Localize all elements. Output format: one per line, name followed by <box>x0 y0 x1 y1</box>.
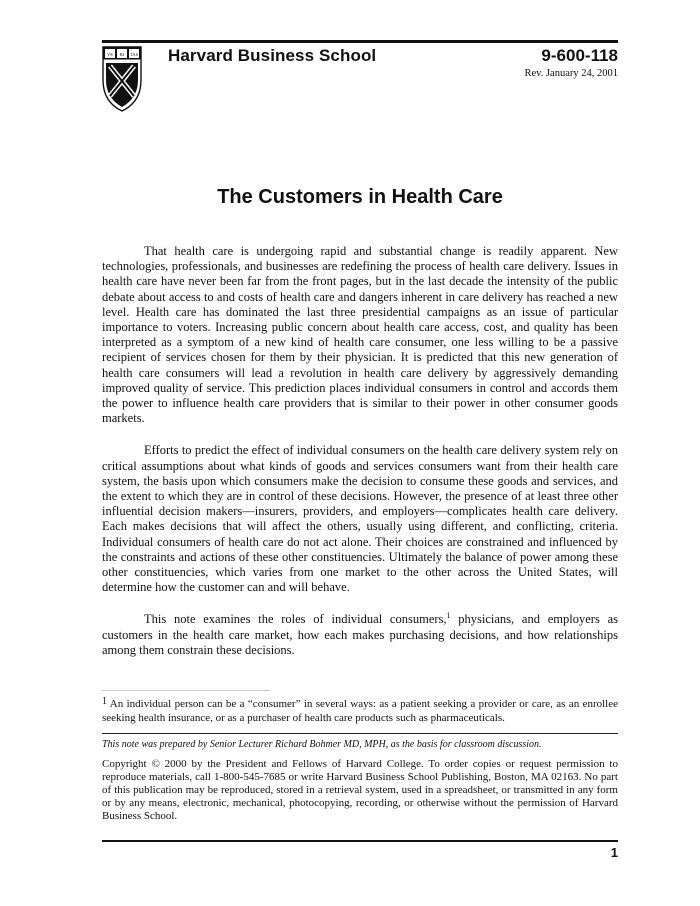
footnote-rule <box>102 690 270 691</box>
paragraph-1: That health care is undergoing rapid and substantial change is readily apparent. New technologies, professionals, and businesses are redefining the process of health care delivery. Issues in health care have never been far from the front pages, but in the last decade the intensity of the public debate about access to and costs of health care and dangers inherent in care delivery has reached a new level. Health care has dominated the last three presidential campaigns as an issue of particular importance to voters. Increasing public concern about health care access, cost, and quality has been interpreted as a symptom of a new kind of health care consumer, one less willing to be a passive recipient of services chosen for them by their physician. It is predicted that this new generation of health care consumers will lead a revolution in health care delivery by aggressively demanding improved quality of service. This prediction places individual consumers in control and accords them the power to influence health care providers that is similar to their power in other consumer goods markets. <box>102 244 618 426</box>
svg-text:VE: VE <box>106 52 114 58</box>
paragraph-3-text-after: physicians, and employers as customers in the health care market, how each makes purchasing decisions, and how relationships among them constrain these decisions. <box>102 612 618 657</box>
note-rule <box>102 733 618 734</box>
paragraph-3 <box>102 612 618 658</box>
document-title: The Customers in Health Care <box>217 186 503 208</box>
footnote-number: 1 <box>102 696 107 707</box>
paragraph-2: Efforts to predict the effect of individual consumers on the health care delivery system rely on critical assumptions about what kinds of goods and services consumers want from their health care system, the basis upon which consumers make the decision to consume these goods and services, and the extent to which they are in control of these decisions. However, the presence of at least three other influential decision makers—insurers, providers, and employers—complicates health care delivery. Each makes decisions that will affect the others, usually using different, and conflicting, criteria. Individual consumers of health care do not act alone. Their choices are constrained and influenced by the constraints and actions of these other constituencies. Ultimately the balance of power among these other constituencies, which varies from one market to the other across the United States, will determine how the customer can and will behave. <box>102 443 618 595</box>
body-text <box>102 244 618 675</box>
footnote-text: An individual person can be a “consumer” in several ways: as a patient seeking a provider or care, as an enrollee seeking health insurance, or as a purchaser of health care products such as pharmaceuticals. <box>102 698 618 724</box>
footnote <box>102 698 618 725</box>
case-number: 9-600-118 <box>541 46 618 65</box>
footnote-reference: 1 <box>446 611 451 621</box>
harvard-veritas-shield-icon <box>102 46 142 112</box>
paragraph-3-text-before: This note examines the roles of individual consumers, <box>144 612 447 627</box>
revision-date: Rev. January 24, 2001 <box>524 68 618 79</box>
page-number: 1 <box>610 845 618 860</box>
header-rule <box>102 40 618 43</box>
footer-rule <box>102 840 618 842</box>
svg-text:RI: RI <box>119 52 125 58</box>
svg-text:TAS: TAS <box>129 52 139 58</box>
prepared-by-note: This note was prepared by Senior Lecturer Richard Bohmer MD, MPH, as the basis for classroom discussion. <box>102 739 542 750</box>
copyright-notice: Copyright © 2000 by the President and Fellows of Harvard College. To order copies or request permission to reproduce materials, call 1-800-545-7685 or write Harvard Business School Publishing, Boston, MA 02163. No part of this publication may be reproduced, stored in a retrieval system, used in a spreadsheet, or transmitted in any form or by any means, electronic, mechanical, photocopying, recording, or otherwise without the permission of Harvard Business School. <box>102 758 618 822</box>
school-name: Harvard Business School <box>168 46 377 65</box>
